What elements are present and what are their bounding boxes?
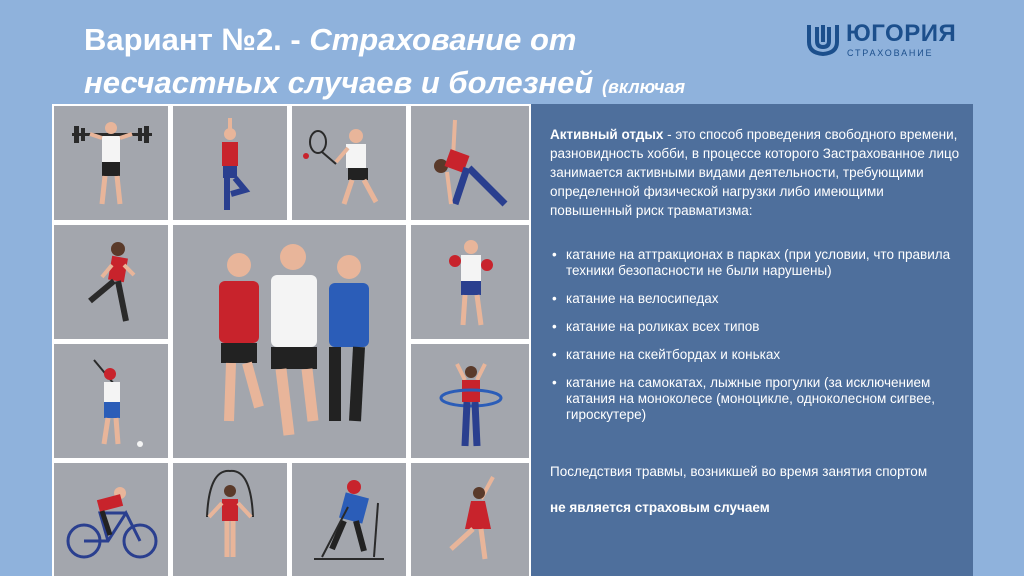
- weightlifter-icon: [54, 106, 168, 220]
- consequence-text: Последствия травмы, возникшей во время занятия спортом: [550, 464, 928, 479]
- boxer-icon: [411, 225, 529, 339]
- title-parenthetical: (включая: [601, 77, 686, 97]
- consequence-bold-text: не является страховым случаем: [550, 500, 770, 515]
- title-main: Страхование от несчастных случаев и болезней: [84, 22, 594, 100]
- skier-icon: [292, 463, 406, 576]
- runner-woman-icon: [54, 225, 168, 339]
- runners-group-icon: [173, 225, 406, 458]
- list-item: • катание на скейтбордах и коньках: [550, 347, 960, 363]
- jump-rope-icon: [173, 463, 287, 576]
- cyclist-icon: [54, 463, 168, 576]
- activities-list: [550, 247, 960, 435]
- figure-skater-icon: [411, 463, 529, 576]
- list-item: • катание на самокатах, лыжные прогулки (за исключением катания на моноколесе (моноцикле, одноколесном сигвее, гироскутере): [550, 375, 960, 423]
- logo-shield-icon: [806, 22, 840, 56]
- yoga-tree-pose-icon: [173, 106, 287, 220]
- active-rest-term: Активный отдых: [550, 127, 664, 142]
- logo-name: ЮГОРИЯ: [846, 20, 957, 47]
- list-item: • катание на велосипедах: [550, 291, 960, 307]
- yoga-triangle-pose-icon: [411, 106, 529, 220]
- hula-hoop-icon: [411, 344, 529, 458]
- active-rest-definition: [550, 125, 960, 220]
- title-variant: Вариант №2. -: [84, 22, 310, 57]
- logo-subtitle: СТРАХОВАНИЕ: [847, 48, 934, 58]
- company-logo: [806, 20, 966, 64]
- info-panel: [531, 104, 973, 576]
- list-item: • катание на роликах всех типов: [550, 319, 960, 335]
- list-item: • катание на аттракционах в парках (при условии, что правила техники безопасности не были нарушены): [550, 247, 960, 279]
- sports-illustration-grid: [52, 104, 531, 576]
- tennis-player-icon: [292, 106, 406, 220]
- active-rest-text: - это способ проведения свободного времени, разновидность хобби, в процессе которого Застрахованное лицо занимается активными видами деятельности, требующими определенной физической нагрузки либо имеющими повышенный риск травматизма:: [550, 127, 960, 218]
- golfer-icon: [54, 344, 168, 458]
